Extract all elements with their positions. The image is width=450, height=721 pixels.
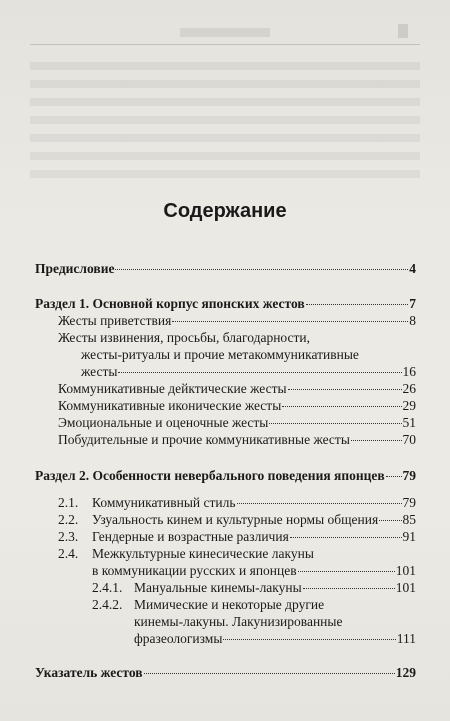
toc-page-number: 101 (395, 580, 416, 595)
toc-entry-apology-line-2[interactable]: жесты-ритуалы и прочие метакоммуникативные (81, 347, 359, 362)
toc-entry-greeting-gestures[interactable] (58, 313, 416, 329)
toc-page-number: 16 (402, 364, 416, 379)
toc-page-number: 51 (402, 415, 416, 430)
toc-entry-text: Межкультурные кинесические лакуны (92, 546, 314, 561)
leader-dots (386, 475, 402, 477)
toc-entry-2-1[interactable] (58, 495, 416, 511)
leader-dots (379, 519, 401, 521)
toc-entry-text: Мимические и некоторые другие (134, 597, 325, 612)
toc-entry-text: Узуальность кинем и культурные нормы общения (92, 512, 379, 527)
toc-entry-text: в коммуникации русских и японцев (92, 563, 297, 578)
leader-dots (351, 439, 402, 441)
toc-entry-text: Коммуникативные иконические жесты (58, 398, 282, 413)
leader-dots (223, 638, 395, 640)
toc-entry-incentive-gestures[interactable] (58, 432, 416, 448)
leader-dots (288, 388, 402, 390)
toc-entry-2-2[interactable] (58, 512, 416, 528)
leader-dots (237, 502, 402, 504)
toc-section-number: 2.1. (58, 495, 79, 510)
leader-dots (118, 371, 401, 373)
toc-entry-text: Предисловие (35, 261, 115, 276)
toc-section-number: 2.4. (58, 546, 79, 561)
page-title: Содержание (163, 200, 287, 222)
toc-entry-emotional-gestures[interactable] (58, 415, 416, 431)
toc-entry-2-4-2-line-3[interactable] (134, 631, 416, 647)
toc-entry-text: Указатель жестов (35, 665, 143, 680)
toc-entry-apology-line-1[interactable]: Жесты извинения, просьбы, благодарности, (58, 330, 310, 345)
toc-entry-2-4-1[interactable] (92, 580, 416, 596)
toc-entry-preface[interactable] (35, 261, 416, 277)
toc-page-number: 8 (409, 313, 416, 328)
toc-entry-text: Мануальные кинемы-лакуны (134, 580, 302, 595)
leader-dots (306, 303, 409, 305)
toc-entry-iconic-gestures[interactable] (58, 398, 416, 414)
toc-entry-gesture-index[interactable] (35, 665, 416, 681)
leader-dots (303, 587, 395, 589)
toc-entry-text: Коммуникативный стиль (92, 495, 236, 510)
toc-section-number: 2.2. (58, 512, 79, 527)
toc-entry-2-3[interactable] (58, 529, 416, 545)
toc-entry-apology-line-3[interactable] (81, 364, 416, 380)
toc-entry-text: Раздел 2. Особенности невербального поведения японцев (35, 468, 385, 483)
toc-page-number: 101 (395, 563, 416, 578)
leader-dots (172, 320, 408, 322)
toc-page-number: 79 (402, 468, 416, 483)
toc-entry-text: жесты (81, 364, 118, 379)
toc-page-number: 29 (402, 398, 416, 413)
toc-entry-2-4-line-2[interactable] (92, 563, 416, 579)
toc-page-number: 85 (402, 512, 416, 527)
leader-dots (269, 422, 401, 424)
toc-entry-part-1[interactable] (35, 296, 416, 312)
toc-page-number: 70 (402, 432, 416, 447)
toc-entry-text: фразеологизмы (134, 631, 223, 646)
toc-section-number: 2.4.1. (92, 580, 123, 595)
toc-page-number: 26 (402, 381, 416, 396)
toc-entry-2-4-line-1[interactable] (58, 546, 416, 562)
toc-page-number: 129 (395, 665, 416, 680)
leader-dots (290, 536, 402, 538)
toc-entry-text: Жесты приветствия (58, 313, 172, 328)
leader-dots (282, 405, 401, 407)
toc-page-number: 4 (409, 261, 416, 276)
toc-section-number: 2.4.2. (92, 597, 123, 612)
toc-entry-deictic-gestures[interactable] (58, 381, 416, 397)
toc-page-number: 111 (396, 631, 416, 646)
toc-entry-2-4-2-line-1[interactable] (92, 597, 416, 613)
toc-entry-text: Раздел 1. Основной корпус японских жестов (35, 296, 305, 311)
leader-dots (115, 268, 408, 270)
toc-section-number: 2.3. (58, 529, 79, 544)
toc-entry-part-2[interactable] (35, 468, 416, 484)
toc-entry-text: Побудительные и прочие коммуникативные жесты (58, 432, 350, 447)
toc-entry-text: Коммуникативные дейктические жесты (58, 381, 287, 396)
toc-entry-text: Эмоциональные и оценочные жесты (58, 415, 269, 430)
toc-page-number: 79 (402, 495, 416, 510)
leader-dots (144, 672, 395, 674)
leader-dots (298, 570, 395, 572)
toc-page-number: 7 (409, 296, 416, 311)
toc-page-number: 91 (402, 529, 416, 544)
toc-entry-text: Гендерные и возрастные различия (92, 529, 289, 544)
toc-entry-2-4-2-line-2[interactable]: кинемы-лакуны. Лакунизированные (134, 614, 343, 629)
